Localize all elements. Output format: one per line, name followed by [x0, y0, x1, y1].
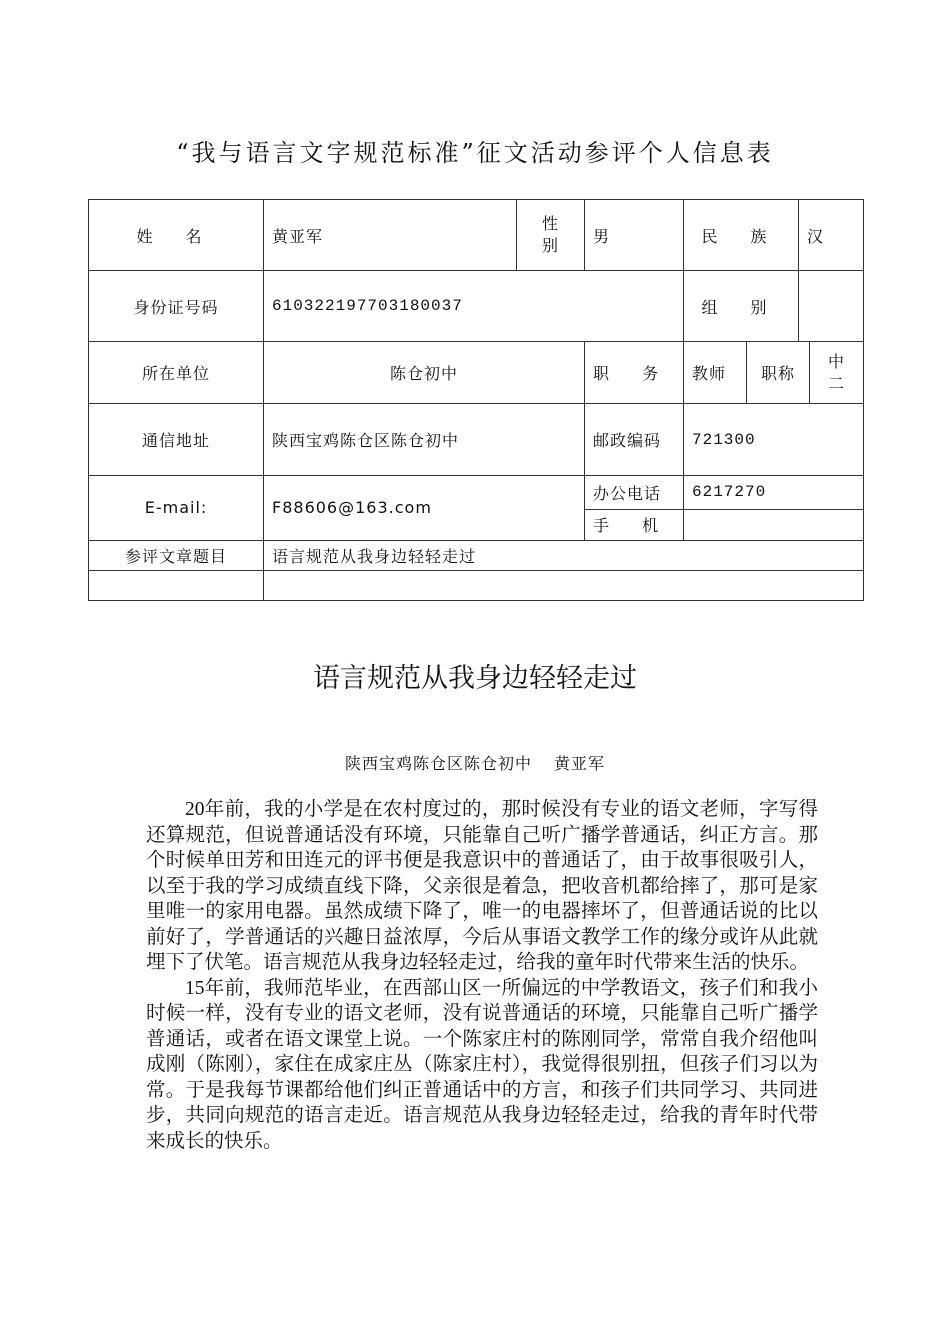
personal-info-table — [88, 199, 864, 601]
id-value: 610322197703180037 — [264, 271, 684, 342]
essay-paragraph-1: 20年前，我的小学是在农村度过的，那时候没有专业的语文老师，字写得还算规范，但说普通话没有环境，只能靠自己听广播学普通话，纠正方言。那个时候单田芳和田连元的评书便是我意识中的普通话了，由于故事很吸引人，以至于我的学习成绩直线下降，父亲很是着急，把收音机都给摔了，那可是家里唯一的家用电器。虽然成绩下降了，唯一的电器摔坏了，但普通话说的比以前好了，学普通话的兴趣日益浓厚，今后从事语文教学工作的缘分或许从此就埋下了伏笔。语言规范从我身边轻轻走过，给我的童年时代带来生活的快乐。 — [146, 799, 818, 973]
essay-title: 语言规范从我身边轻轻走过 — [313, 663, 637, 694]
byline — [0, 751, 950, 774]
ethnicity-value: 汉 — [799, 200, 864, 271]
group-label: 组 别 — [684, 271, 799, 342]
ethnicity-label: 民 族 — [684, 200, 799, 271]
unit-label: 所在单位 — [89, 342, 264, 404]
form-title: “我与语言文字规范标准”征文活动参评个人信息表 — [176, 139, 774, 167]
empty-cell-right — [264, 570, 864, 600]
office-phone-value: 6217270 — [684, 475, 864, 509]
name-label: 姓 名 — [89, 200, 264, 271]
gender-value: 男 — [585, 200, 684, 271]
group-value — [799, 271, 864, 342]
mobile-label: 手 机 — [585, 509, 684, 540]
id-label: 身份证号码 — [89, 271, 264, 342]
essay-body — [146, 797, 818, 1154]
mobile-value — [684, 509, 864, 540]
unit-value: 陈仓初中 — [264, 342, 585, 404]
email-value: F88606@163.com — [264, 475, 585, 540]
office-phone-label: 办公电话 — [585, 475, 684, 509]
postcode-label: 邮政编码 — [585, 404, 684, 475]
title-value — [810, 342, 864, 404]
author-name: 黄亚军 — [554, 754, 606, 773]
title-label: 职称 — [747, 342, 810, 404]
name-value: 黄亚军 — [264, 200, 517, 271]
address-value: 陕西宝鸡陈仓区陈仓初中 — [264, 404, 585, 475]
position-label: 职 务 — [585, 342, 684, 404]
postcode-value: 721300 — [684, 404, 864, 475]
essay-paragraph-2: 15年前，我师范毕业，在西部山区一所偏远的中学教语文，孩子们和我小时候一样，没有专业的语文老师，没有说普通话的环境，只能靠自己听广播学普通话，或者在语文课堂上说。一个陈家庄村的陈刚同学，常常自我介绍他叫成刚（陈刚），家住在成家庄丛（陈家庄村），我觉得很别扭，但孩子们习以为常。于是我每节课都给他们纠正普通话中的方言，和孩子们共同学习、共同进步，共同向规范的语言走近。语言规范从我身边轻轻走过，给我的青年时代带来成长的快乐。 — [146, 977, 818, 1152]
essay-title-label: 参评文章题目 — [89, 540, 264, 570]
gender-label — [517, 200, 585, 271]
essay-title-value: 语言规范从我身边轻轻走过 — [264, 540, 864, 570]
position-value: 教师 — [684, 342, 747, 404]
gender-label-text: 性别 — [541, 214, 559, 256]
email-label: E-mail: — [89, 475, 264, 540]
empty-cell-left — [89, 570, 264, 600]
address-label: 通信地址 — [89, 404, 264, 475]
author-unit: 陕西宝鸡陈仓区陈仓初中 — [344, 754, 532, 773]
title-value-text: 中二 — [827, 351, 845, 393]
